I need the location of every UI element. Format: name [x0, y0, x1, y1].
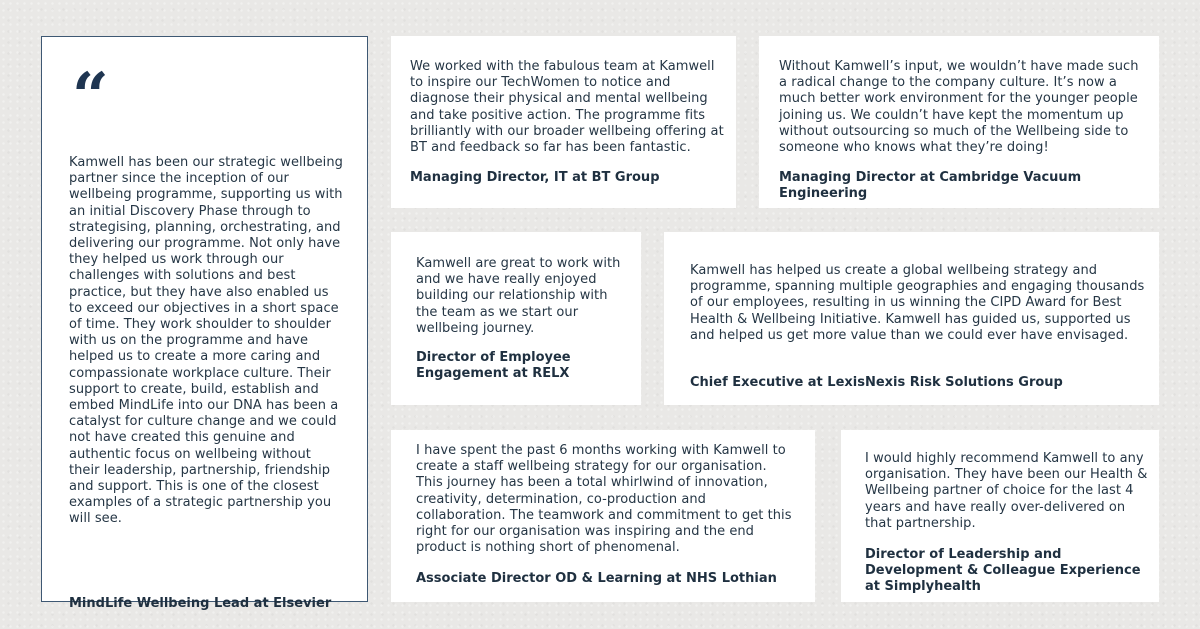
testimonial-text: Without Kamwell’s input, we wouldn’t have made such a radical change to the company culture. It’s now a much better work environment for the younger people joining us. We couldn’t have kept the momentum up without outsourcing so much of the Wellbeing side to someone who knows what they’re doing!	[779, 59, 1139, 156]
testimonial-card-nhs	[391, 430, 815, 602]
testimonial-text: Kamwell has been our strategic wellbeing partner since the inception of our wellbeing programme, supporting us with an initial Discovery Phase through to strategising, planning, orchestrating, and delivering our programme. Not only have they helped us work through our challenges with solutions and best practice, but they have also enabled us to exceed our objectives in a short space of time. They work shoulder to shoulder with us on the programme and have helped us to create a more caring and compassionate workplace culture. Their support to create, build, establish and embed MindLife into our DNA has been a catalyst for culture change and we could not have created this genuine and authentic focus on wellbeing without their leadership, partnership, friendship and support. This is one of the closest examples of a strategic partnership you will see.	[69, 155, 343, 527]
testimonial-card-relx	[391, 232, 641, 405]
testimonial-author: Associate Director OD & Learning at NHS Lothian	[416, 571, 777, 586]
testimonial-author: Managing Director at Cambridge Vacuum Engineering	[779, 170, 1082, 202]
testimonial-text: I would highly recommend Kamwell to any organisation. They have been our Health & Wellbeing partner of choice for the last 4 years and have really over-delivered on that partnership.	[865, 451, 1148, 531]
testimonial-text: Kamwell are great to work with and we have really enjoyed building our relationship with the team as we start our wellbeing journey.	[416, 256, 621, 336]
testimonial-author: Director of Employee Engagement at RELX	[416, 350, 571, 382]
testimonial-card-cambridge	[759, 36, 1159, 208]
featured-testimonial-card	[41, 36, 368, 611]
testimonial-text: Kamwell has helped us create a global wellbeing strategy and programme, spanning multiple geographies and engaging thousands of our employees, resulting in us winning the CIPD Award for Best Health & Wellbeing Initiative. Kamwell has guided us, supported us and helped us get more value than we could ever have envisaged.	[690, 263, 1145, 343]
testimonial-author: Chief Executive at LexisNexis Risk Solutions Group	[690, 375, 1063, 390]
testimonial-card-simplyhealth	[841, 430, 1159, 602]
quote-icon: “	[72, 59, 109, 134]
testimonial-text: We worked with the fabulous team at Kamwell to inspire our TechWomen to notice and diagnose their physical and mental wellbeing and take positive action. The programme fits brilliantly with our broader wellbeing offering at BT and feedback so far has been fantastic.	[410, 59, 724, 156]
testimonial-card-lexisnexis	[664, 232, 1159, 405]
testimonial-card-bt	[391, 36, 736, 208]
testimonial-author: Managing Director, IT at BT Group	[410, 170, 660, 185]
testimonial-author: Director of Leadership and Development & Colleague Experience at Simplyhealth	[865, 547, 1141, 595]
testimonial-text: I have spent the past 6 months working with Kamwell to create a staff wellbeing strategy for our organisation. This journey has been a total whirlwind of innovation, creativity, determination, co-production and collaboration. The teamwork and commitment to get this right for our organisation was inspiring and the end product is nothing short of phenomenal.	[416, 443, 792, 556]
testimonial-author: MindLife Wellbeing Lead at Elsevier	[69, 596, 332, 611]
